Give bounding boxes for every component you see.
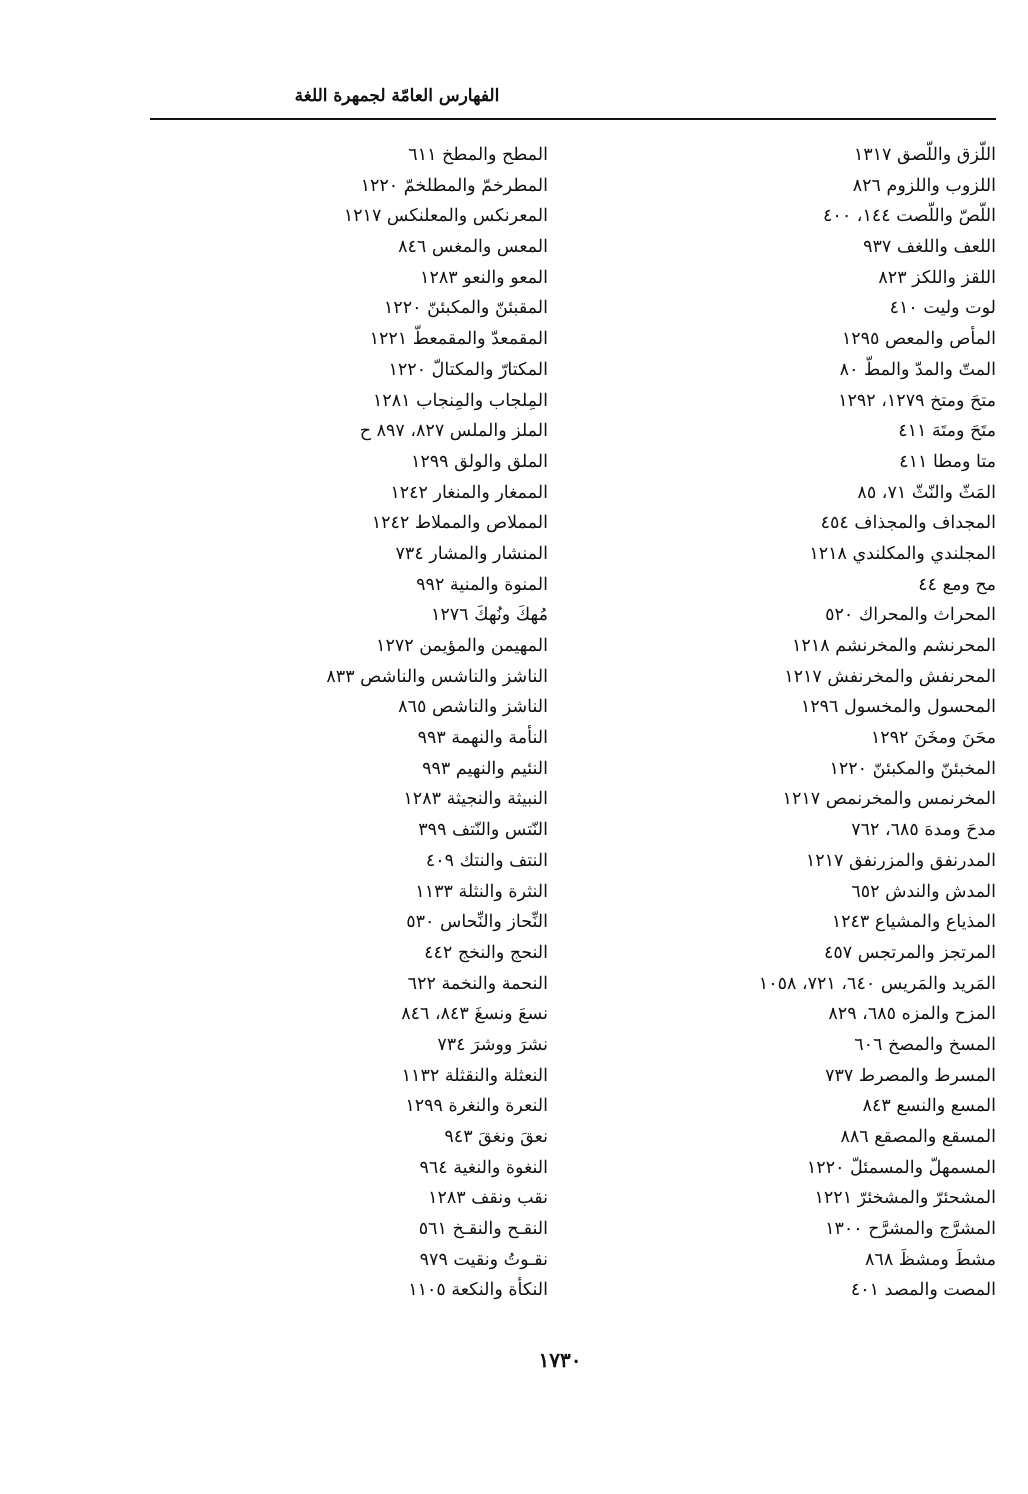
index-entry: اللّصّ واللّصت ١٤٤، ٤٠٠ xyxy=(823,206,996,227)
index-entry: مح ومع ٤٤ xyxy=(918,574,996,595)
index-entry: نقب ونقف ١٢٨٣ xyxy=(428,1188,548,1209)
index-entry: متحَ ومتخ ١٢٧٩، ١٢٩٢ xyxy=(838,390,996,411)
index-entry: المقمعدّ والمقمعطّ ١٢٢١ xyxy=(369,329,548,350)
index-entry: المَريد والمَريس ٦٤٠، ٧٢١، ١٠٥٨ xyxy=(758,973,996,994)
index-entry: المطح والمطخ ٦١١ xyxy=(408,145,548,165)
index-entry: النبيثة والنجيثة ١٢٨٣ xyxy=(403,789,548,810)
index-entry: مدحَ ومدهَ ٦٨٥، ٧٦٢ xyxy=(851,820,996,841)
index-entry: النقـح والنقـخ ٥٦١ xyxy=(418,1219,548,1240)
index-entry: مُهكَ ونُهكَ ١٢٧٦ xyxy=(430,605,548,626)
index-entry: المتّ والمدّ والمطّ ٨٠ xyxy=(839,359,996,380)
index-entry: متَحَ ومتَهَ ٤١١ xyxy=(898,421,996,442)
index-entry: المذياع والمشياع ١٢٤٣ xyxy=(831,912,996,933)
index-entry: المحرنشم والمخرنشم ١٢١٨ xyxy=(792,636,996,656)
index-column-right xyxy=(556,140,996,1306)
index-entry: النئيم والنهيم ٩٩٣ xyxy=(422,758,548,779)
index-entry: المأص والمعص ١٢٩٥ xyxy=(841,329,996,350)
index-entry: المدرنفق والمزرنفق ١٢١٧ xyxy=(805,850,996,871)
index-entry: اللعف واللغف ٩٣٧ xyxy=(863,237,996,258)
index-entry: النغوة والنغية ٩٦٤ xyxy=(419,1157,548,1178)
index-entry: الممغار والمنغار ١٢٤٢ xyxy=(390,482,548,503)
index-entry: المعو والنعو ١٢٨٣ xyxy=(420,267,548,288)
index-entry: الناشز والناشس والناشص ٨٣٣ xyxy=(326,666,548,687)
index-entry: النِّحاز والنِّحاس ٥٣٠ xyxy=(406,912,548,933)
index-entry: النّتس والنّتف ٣٩٩ xyxy=(418,820,548,841)
index-entry: المخبئنّ والمكبئنّ ١٢٢٠ xyxy=(829,758,996,779)
index-entry: المطرخمّ والمطلخمّ ١٢٢٠ xyxy=(360,175,548,196)
index-entry: المسخ والمصخ ٦٠٦ xyxy=(854,1034,996,1055)
page-number: ١٧٣٠ xyxy=(538,1348,582,1372)
index-entry: النحج والنخج ٤٤٢ xyxy=(424,942,548,963)
index-entry: نشرَ ووشرَ ٧٣٤ xyxy=(437,1034,548,1055)
index-entry: المدش والندش ٦٥٢ xyxy=(851,881,996,902)
index-entry: المسرط والمصرط ٧٣٧ xyxy=(825,1065,996,1086)
index-entry: محَنَ ومخَنَ ١٢٩٢ xyxy=(870,728,996,749)
index-entry: المصت والمصد ٤٠١ xyxy=(850,1280,996,1301)
index-entry: نقـوتُ ونقيت ٩٧٩ xyxy=(419,1249,548,1270)
index-entry: الملق والولق ١٢٩٩ xyxy=(410,451,548,472)
running-header-title: الفهارس العامّة لجمهرة اللغة xyxy=(294,86,500,106)
index-entry: المهيمن والمؤيمن ١٢٧٢ xyxy=(376,636,548,656)
index-entry: المحراث والمحراك ٥٢٠ xyxy=(825,605,996,626)
index-entry: النثرة والنثلة ١١٣٣ xyxy=(415,881,548,902)
index-entry: اللقز واللكز ٨٢٣ xyxy=(878,267,996,288)
index-entry: المحسول والمخسول ١٢٩٦ xyxy=(800,697,996,718)
index-entry: المسمهلّ والمسمئلّ ١٢٢٠ xyxy=(806,1157,996,1178)
index-entry: النأمة والنهمة ٩٩٣ xyxy=(417,728,548,749)
index-entry: المكتارّ والمكتالّ ١٢٢٠ xyxy=(388,359,548,380)
index-entry: المجداف والمجذاف ٤٥٤ xyxy=(820,513,996,534)
index-column-left xyxy=(218,140,548,1306)
index-entry: الناشز والناشص ٨٦٥ xyxy=(398,697,548,718)
index-entry: مشطَ ومشظَ ٨٦٨ xyxy=(865,1249,996,1270)
index-entry: اللّزق واللّصق ١٣١٧ xyxy=(853,145,996,165)
index-entry: المِلجاب والمِنجاب ١٢٨١ xyxy=(372,390,548,411)
index-entry: المنشار والمشار ٧٣٤ xyxy=(395,543,548,564)
index-entry: المشحئرّ والمشخئرّ ١٢٢١ xyxy=(814,1188,996,1209)
index-entry: الملز والملس ٨٢٧، ٨٩٧ ح xyxy=(359,421,548,442)
index-entry: النكأة والنكعة ١١٠٥ xyxy=(408,1280,548,1301)
index-entry: النحمة والنخمة ٦٢٢ xyxy=(407,973,548,994)
index-entry: المملاص والمملاط ١٢٤٢ xyxy=(371,513,548,534)
index-entry: المعرنكس والمعلنكس ١٢١٧ xyxy=(343,206,548,227)
index-entry: المرتجز والمرتجس ٤٥٧ xyxy=(823,942,996,963)
index-entry: متا ومطا ٤١١ xyxy=(899,451,996,472)
index-entry: المحرنفش والمخرنفش ١٢١٧ xyxy=(784,666,996,687)
index-entry: نسعَ ونسغَ ٨٤٣، ٨٤٦ xyxy=(401,1004,548,1025)
index-entry: المسع والنسع ٨٤٣ xyxy=(862,1096,996,1117)
index-entry: المسقع والمصقع ٨٨٦ xyxy=(840,1127,996,1147)
index-entry: اللزوب واللزوم ٨٢٦ xyxy=(852,175,996,196)
index-entry: لوت وليت ٤١٠ xyxy=(889,298,996,319)
index-entry: المنوة والمنية ٩٩٢ xyxy=(416,574,548,595)
index-entry: النعرة والنغرة ١٢٩٩ xyxy=(405,1096,548,1117)
index-entry: المزح والمزه ٦٨٥، ٨٢٩ xyxy=(828,1004,996,1025)
header-divider xyxy=(150,118,996,120)
index-entry: المجلندي والمكلندي ١٢١٨ xyxy=(809,543,996,564)
index-entry: المشرَّج والمشرَّح ١٣٠٠ xyxy=(825,1219,996,1240)
index-entry: النتف والنتك ٤٠٩ xyxy=(425,850,548,871)
index-entry: المعس والمغس ٨٤٦ xyxy=(398,237,548,258)
index-entry: نعقَ ونغقَ ٩٤٣ xyxy=(444,1127,548,1147)
index-entry: المخرنمس والمخرنمص ١٢١٧ xyxy=(782,789,996,810)
index-entry: المَثّ والنّثّ ٧١، ٨٥ xyxy=(857,482,996,503)
index-entry: النعثلة والنقثلة ١١٣٢ xyxy=(401,1065,548,1086)
index-entry: المقبئنّ والمكبئنّ ١٢٢٠ xyxy=(383,298,548,319)
